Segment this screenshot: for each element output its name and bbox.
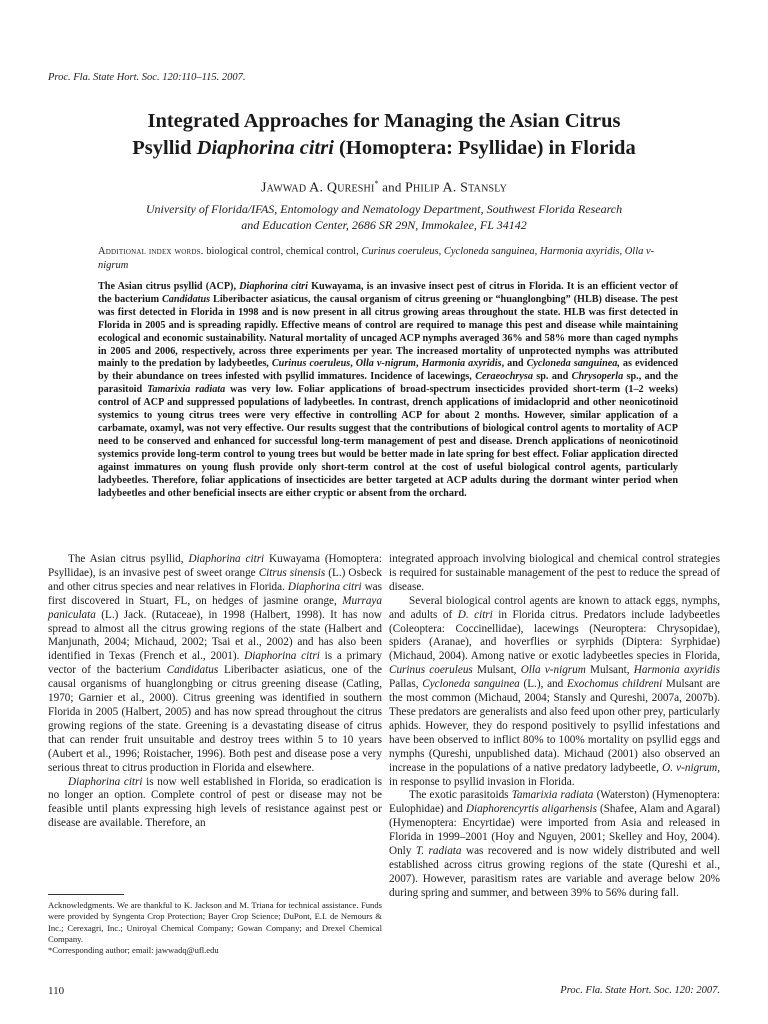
body-italic: Cycloneda sanguinea (422, 678, 520, 691)
title-line-2b: (Homoptera: Psyllidae) in Florida (333, 137, 636, 159)
abstract-italic: Ceraeochrysa (475, 371, 533, 383)
author-1: Jawwad A. Qureshi (260, 180, 375, 196)
body-italic: Diaphorina citri (287, 580, 362, 593)
body-column-right (389, 553, 720, 901)
body-text: in response to psyllid invasion in Florida. (389, 775, 575, 788)
affiliation-line-2: and Education Center, 2686 SR 29N, Immokalee, FL 34142 (241, 218, 527, 232)
abstract-text: Kuwayama, is an invasive insect pest of citrus in Florida. It is an efficient vector of the bacterium (98, 281, 678, 305)
body-text: is a primary vector of the bacterium (48, 650, 383, 677)
body-text: was first discovered in Stuart, FL, on hedges of jasmine orange, (48, 580, 382, 607)
abstract-text: , (350, 358, 356, 370)
abstract-text: was very low. Foliar applications of broad-spectrum insecticides provided short-term (1–2 weeks) control of ACP and suppressed populations of ladybeetles. In contrast, drench applications of imidacloprid and other neonicotinoid systemics to young citrus trees were very effective in controlling ACP for about 2 months. However, similar application of a carbamate, oxamyl, was not very effective. Our results suggest that the contributions of biological control agents to mortality of ACP need to be conserved and enhanced for successful long-term management of pest and disease. Drench applications of neonicotinoid systemics provide long-term control to young trees but would be better made in late spring for best effect. Foliar application directed against immatures on young flush provide only short-term control at the cost of useful biological control agents, particularly ladybeetles. Therefore, foliar applications of insecticides are better targeted at ACP adults during the dormant winter period when ladybeetles and other beneficial insects are either cryptic or absent from the orchard. (98, 384, 679, 499)
page-number: 110 (48, 985, 65, 997)
footnotes (48, 900, 382, 956)
body-text: in Florida citrus. Predators include ladybeetles (Coleoptera: Coccinellidae), lacewings (Neuroptera: Chrysopidae), spiders (Aranae), and hoverflies or syrphids (Diptera: Syrphidae) (Michaud, 2004). Among native or exotic ladybeetles species in Florida, (389, 608, 720, 663)
body-text: Mulsant are the most common (Michaud, 2004; Stansly and Qureshi, 2007a, 2007b). These predators are generalists and also feed upon other prey, particularly aphids. However, they do respond positively to psyllid infestations and have been observed to inflict 80% to 100% mortality on psyllid eggs and nymphs (Qureshi, unpublished data). Michaud (2001) also observed an increase in the populations of a native predatory ladybeetle, (389, 678, 720, 774)
body-text: The Asian citrus psyllid, (68, 553, 189, 565)
acknowledgments-footnote: Acknowledgments. We are thankful to K. Jackson and M. Triana for technical assistance. Funds were provided by Syngenta Crop Protection; Bayer Crop Science; DuPont, E.I. de Nemours & Inc.; Cerexagri, Inc.; Uniroyal Chemical Company; Gowan Company; and Drexel Chemical Company. (48, 900, 382, 944)
body-italic: Citrus sinensis (258, 566, 326, 579)
body-italic: Harmonia axyridis (633, 664, 721, 677)
body-text: Kuwayama (Homoptera: Psyllidae), is an invasive pest of sweet orange (48, 553, 382, 579)
title-species: Diaphorina citri (196, 137, 334, 159)
body-italic: Diaphorina citri (68, 775, 143, 788)
body-italic: Diaphorina citri (188, 553, 265, 565)
journal-citation-header: Proc. Fla. State Hort. Soc. 120:110–115. 2007. (48, 72, 246, 83)
body-text: was recovered and is now widely distributed and well established across citrus growing regions of the state (Qureshi et al., 2007). However, parasitism rates are variable and average below 20% during spring and summer, and between 39% to 56% during fall. (389, 845, 721, 899)
abstract (98, 281, 678, 500)
abstract-italic: Diaphorina citri (239, 281, 308, 292)
abstract-text: sp. and (532, 371, 572, 383)
body-italic: Diaphorencyrtis aligarhensis (465, 803, 597, 816)
abstract-italic: Cycloneda sanguinea, (526, 358, 620, 370)
title-line-2a: Psyllid (132, 137, 197, 159)
body-text: The exotic parasitoids (409, 789, 512, 802)
body-text: is now well established in Florida, so eradication is no longer an option. Complete control of pest or disease may not be feasible until plants expressing high levels of resistance against pest or disease are available. Therefore, an (48, 775, 382, 830)
index-words (98, 245, 678, 273)
body-italic: Exochomus childreni (566, 678, 663, 691)
body-text: (Shafee, Alam and Agaral) (Hymenoptera: Encyrtidae) were imported from Asia and released in Florida in 1999–2001 (Hoy and Nguyen, 2001; Skelley and Hoy, 2004). Only (389, 803, 720, 858)
article-title (60, 108, 708, 162)
author-2: Philip A. Stansly (405, 180, 508, 196)
abstract-italic: Tamarixia radiata (147, 384, 226, 396)
body-italic: Olla v-nigrum (520, 664, 586, 677)
affiliation-line-1: University of Florida/IFAS, Entomology and Nematology Department, Southwest Florida Research (145, 202, 623, 216)
body-text: (L.), and (519, 678, 567, 691)
index-words-label: Additional index words. (98, 246, 204, 257)
body-italic: Curinus coeruleus (389, 664, 473, 677)
body-text: Liberibacter asiaticus, one of the causal organisms of huanglongbing or citrus greening disease (Catling, 1970; Garnier et al., 2000). Citrus greening was identified in southern Florida in 2005 (Halbert, 2005) and has now spread throughout the citrus growing regions of the state. Greening is a devastating disease of citrus that can render fruit unsuitable and destroy trees within 5 to 10 years (Aubert et al., 1996; Roistacher, 1996). Both pest and disease pose a very serious threat to citrus production in Florida and elsewhere. (48, 664, 383, 774)
body-text: Pallas, (389, 678, 423, 691)
body-text: integrated approach involving biological and chemical control strategies is required for sustainable management of the pest to reduce the spread of disease. (389, 553, 720, 593)
body-italic: O. v-nigrum, (662, 761, 720, 774)
abstract-text: , (415, 358, 422, 370)
abstract-text: Liberibacter asiaticus, the causal organism of citrus greening or “huanglongbing” (HLB) disease. The pest was first detected in Florida in 1998 and is now present in all citrus growing areas throughout the state. HLB was first detected in Florida in 2005 and is spreading rapidly. Effective means of control are required to manage this pest and disease while maintaining ecological and economic sustainability. Natural mortality of uncaged ACP nymphs averaged 36% and 58% more than caged nymphs in 2005 and 2006, respectively, across three experiments per year. The increased mortality of unprotected nymphs was attributed mainly to the predation by ladybeetles, (98, 293, 678, 370)
body-italic: Tamarixia radiata (511, 789, 594, 802)
journal-citation-footer: Proc. Fla. State Hort. Soc. 120: 2007. (560, 985, 720, 996)
author-line (60, 179, 708, 196)
body-text: Mulsant, (585, 664, 634, 677)
paragraph (389, 553, 720, 595)
body-text: (L.) Osbeck and other citrus species and near relatives in Florida. (48, 566, 382, 593)
body-italic: Murraya paniculata (48, 594, 382, 621)
body-italic: Candidatus (166, 664, 219, 677)
corresponding-asterisk: * (374, 179, 379, 188)
paragraph (389, 789, 720, 900)
corresponding-author-footnote: *Corresponding author; email: jawwadq@ufl.edu (48, 945, 219, 956)
abstract-italic: Olla v-nigrum (355, 358, 416, 370)
paragraph (48, 776, 382, 832)
abstract-text: , and (501, 358, 527, 370)
index-words-text: biological control, chemical control, (203, 246, 362, 257)
index-words-species: Curinus coeruleus, Cycloneda sanguinea, Harmonia axyridis, Olla v-nigrum (98, 246, 655, 271)
body-italic: D. citri (457, 608, 493, 621)
abstract-italic: Chrysoperla (571, 371, 624, 383)
abstract-text: sp., and the parasitoid (98, 371, 679, 396)
paragraph (48, 553, 382, 776)
author-conjunction: and (378, 179, 405, 195)
body-italic: T. radiata (415, 845, 462, 858)
body-text: (Waterston) (Hymenoptera: Eulophidae) and (389, 789, 720, 816)
body-text: Mulsant, (472, 664, 521, 677)
body-text: Several biological control agents are known to attack eggs, nymphs, and adults of (389, 594, 720, 621)
body-text: (L.) Jack. (Rutaceae), in 1998 (Halbert, 1998). It has now spread to almost all the citrus growing regions of the state (Halbert and Manjunath, 2004; Michaud, 2002; Tsai et al., 2002) and has also been identified in Texas (French et al., 2001). (48, 608, 382, 663)
affiliation (90, 201, 678, 233)
abstract-italic: Harmonia axyridis (421, 358, 502, 370)
paragraph (389, 595, 720, 790)
abstract-italic: Curinus coeruleus (271, 358, 351, 370)
footnote-divider (48, 894, 124, 895)
abstract-text: The Asian citrus psyllid (ACP), (98, 281, 240, 292)
abstract-italic: Candidatus (162, 293, 211, 305)
body-column-left (48, 553, 382, 831)
title-line-1: Integrated Approaches for Managing the Asian Citrus (147, 110, 621, 132)
body-italic: Diaphorina citri (244, 650, 320, 663)
abstract-text: as evidenced by their abundance on trees infested with psyllid immatures. Incidence of lacewings, (98, 358, 679, 383)
